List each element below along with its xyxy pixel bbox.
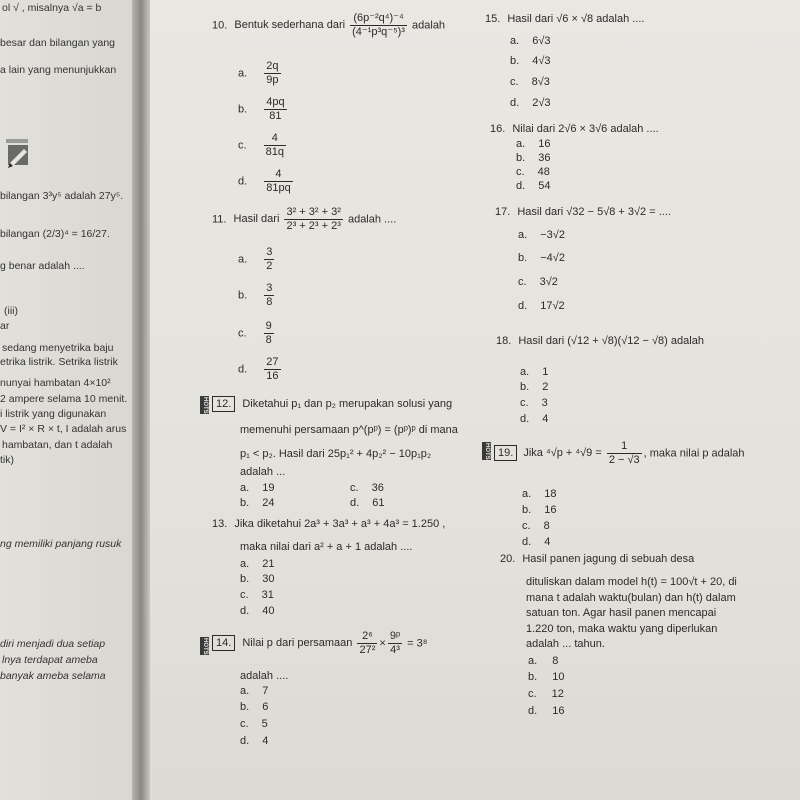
left-page-text-line: sedang menyetrika baju bbox=[2, 342, 114, 354]
hots-badge: HOTS bbox=[484, 442, 490, 460]
q11-option-a: a. $\frac{3}{2}$ bbox=[238, 246, 273, 272]
q16-option-a: a. 16 bbox=[516, 138, 551, 150]
question-10: 10. Bentuk sederhana dari $\frac{\text{(6p⁻²q⁴)⁻⁴}}{\text{(4⁻¹p³q⁻⁵)³}}$ adalah bbox=[212, 12, 446, 38]
question-16: 16. Nilai dari 2√6 × 3√6 adalah .... bbox=[490, 123, 659, 135]
left-page-text-line: ol √ , misalnya √a = b bbox=[2, 2, 102, 14]
book-gutter bbox=[132, 0, 150, 800]
q14-option-c: c. 5 bbox=[240, 718, 268, 730]
q13-option-c: c. 31 bbox=[240, 589, 274, 601]
q14-line2: adalah .... bbox=[240, 670, 289, 682]
left-page-text-line: g benar adalah .... bbox=[0, 260, 85, 272]
q12-line3: p₁ < p₂. Hasil dari 25p₁² + 4p₂² − 10p₁p₂ bbox=[240, 448, 432, 460]
q14-option-b: b. 6 bbox=[240, 701, 269, 713]
pencil-icon bbox=[2, 137, 32, 171]
q14-option-a: a. 7 bbox=[240, 685, 269, 697]
q16-option-c: c. 48 bbox=[516, 166, 550, 178]
hots-badge: HOTS bbox=[202, 396, 208, 414]
q17-option-b: b. −4√2 bbox=[518, 252, 565, 264]
q17-option-a: a. −3√2 bbox=[518, 229, 565, 241]
q10-expression: $\frac{\text{(6p⁻²q⁴)⁻⁴}}{\text{(4⁻¹p³q⁻⁵)³}}$ bbox=[352, 12, 405, 38]
q16-option-b: b. 36 bbox=[516, 152, 551, 164]
q19-option-c: c. 8 bbox=[522, 520, 550, 532]
q13-option-a: a. 21 bbox=[240, 558, 275, 570]
left-page-text-line: ng memiliki panjang rusuk bbox=[0, 538, 122, 550]
q11-option-d: d. $\frac{27}{16}$ bbox=[238, 356, 279, 382]
left-page-text-line: ar bbox=[0, 320, 10, 332]
q12-option-a: a. 19 bbox=[240, 482, 275, 494]
q10-option-c: c. $\frac{4}{81q}$ bbox=[238, 132, 284, 158]
q20-line: 1.220 ton, maka waktu yang diperlukan bbox=[526, 623, 718, 635]
q13-option-d: d. 40 bbox=[240, 605, 275, 617]
question-11: 11. Hasil dari $\frac{\text{3² + 3² + 3²}}{\text{2³ + 2³ + 2³}}$ adalah .... bbox=[212, 206, 397, 232]
q18-option-a: a. 1 bbox=[520, 366, 549, 378]
q20-line: mana t adalah waktu(bulan) dan h(t) dalam bbox=[526, 592, 736, 604]
q15-option-b: b. 4√3 bbox=[510, 55, 551, 67]
question-18: 18. Hasil dari (√12 + √8)(√12 − √8) adalah bbox=[496, 335, 704, 347]
left-page-text-line: banyak ameba selama bbox=[0, 670, 106, 682]
q14-fraction-2: $\frac{\text{9ᵖ}}{\text{4³}}$ bbox=[389, 630, 401, 656]
left-page-text-line: lnya terdapat ameba bbox=[2, 654, 98, 666]
q20-line: adalah ... tahun. bbox=[526, 638, 605, 650]
q19-option-b: b. 16 bbox=[522, 504, 557, 516]
q15-option-d: d. 2√3 bbox=[510, 97, 551, 109]
q15-option-a: a. 6√3 bbox=[510, 35, 551, 47]
left-page-text-line: besar dan bilangan yang bbox=[0, 37, 116, 49]
q20-line: satuan ton. Agar hasil panen mencapai bbox=[526, 607, 717, 619]
q20-option-b: b. 10 bbox=[528, 671, 565, 683]
q11-option-c: c. $\frac{9}{8}$ bbox=[238, 320, 272, 346]
question-19: 19. Jika ⁴√p + ⁴√9 = $\frac{1}{2 - √3}$ , maka nilai p adalah bbox=[494, 440, 745, 467]
q19-fraction: $\frac{1}{2 - √3}$ bbox=[608, 440, 640, 466]
left-page-text-line: V = I² × R × t, I adalah arus bbox=[0, 423, 127, 435]
left-page-text-line: tik) bbox=[0, 454, 14, 466]
left-page-text-line: hambatan, dan t adalah bbox=[2, 439, 113, 451]
left-page-text-line: etrika listrik. Setrika listrik bbox=[0, 356, 118, 368]
q12-line4: adalah ... bbox=[240, 466, 286, 478]
q12-option-b: b. 24 bbox=[240, 497, 275, 509]
left-page-text-line: bilangan (2/3)⁴ = 16/27. bbox=[0, 228, 110, 240]
question-17: 17. Hasil dari √32 − 5√8 + 3√2 = .... bbox=[495, 206, 671, 218]
left-page-text-line: diri menjadi dua setiap bbox=[0, 638, 106, 650]
q14-option-d: d. 4 bbox=[240, 735, 269, 747]
left-page-text-line: 2 ampere selama 10 menit. bbox=[0, 393, 128, 405]
q17-option-c: c. 3√2 bbox=[518, 276, 558, 288]
q19-option-d: d. 4 bbox=[522, 536, 551, 548]
q20-option-a: a. 8 bbox=[528, 655, 559, 667]
q18-option-b: b. 2 bbox=[520, 381, 549, 393]
hots-badge: HOTS bbox=[202, 637, 208, 655]
left-page-text-line: a lain yang menunjukkan bbox=[0, 64, 117, 76]
left-page bbox=[0, 0, 132, 800]
left-page-text-line: i listrik yang digunakan bbox=[0, 408, 107, 420]
q19-option-a: a. 18 bbox=[522, 488, 557, 500]
q13-option-b: b. 30 bbox=[240, 573, 275, 585]
question-13: 13. Jika diketahui 2a³ + 3a³ + a³ + 4a³ = 1.250 , bbox=[212, 518, 446, 530]
q12-option-d: d. 61 bbox=[350, 497, 385, 509]
q12-line2: memenuhi persamaan p^(pᵖ) = (pᵖ)ᵖ di mana bbox=[240, 424, 458, 436]
question-12: 12. Diketahui p₁ dan p₂ merupakan solusi yang bbox=[212, 396, 452, 412]
q11-expression: $\frac{\text{3² + 3² + 3²}}{\text{2³ + 2³ + 2³}}$ bbox=[286, 206, 341, 232]
q12-option-c: c. 36 bbox=[350, 482, 384, 494]
left-page-text-line: bilangan 3³y⁵ adalah 27y⁵. bbox=[0, 190, 124, 202]
q18-option-c: c. 3 bbox=[520, 397, 548, 409]
q10-option-d: d. $\frac{4}{81pq}$ bbox=[238, 168, 291, 194]
q16-option-d: d. 54 bbox=[516, 180, 551, 192]
q20-option-d: d. 16 bbox=[528, 705, 565, 717]
q13-line2: maka nilai dari a² + a + 1 adalah .... bbox=[240, 541, 413, 553]
left-page-text-line: (iii) bbox=[4, 305, 18, 317]
q10-option-b: b. $\frac{4pq}{81}$ bbox=[238, 96, 285, 122]
right-page bbox=[150, 0, 800, 800]
q17-option-d: d. 17√2 bbox=[518, 300, 565, 312]
question-20: 20. Hasil panen jagung di sebuah desa bbox=[500, 553, 695, 565]
q18-option-d: d. 4 bbox=[520, 413, 549, 425]
question-14: 14. Nilai p dari persamaan $\frac{\text{2⁶}}{\text{27²}}$ × $\frac{\text{9ᵖ}}{\text{4³}}$ = 3⁸ bbox=[212, 630, 427, 657]
q20-option-c: c. 12 bbox=[528, 688, 564, 700]
question-15: 15. Hasil dari √6 × √8 adalah .... bbox=[485, 13, 645, 25]
q14-fraction-1: $\frac{\text{2⁶}}{\text{27²}}$ bbox=[359, 630, 376, 656]
q10-option-a: a. $\frac{2q}{9p}$ bbox=[238, 60, 279, 86]
q15-option-c: c. 8√3 bbox=[510, 76, 550, 88]
q11-option-b: b. $\frac{3}{8}$ bbox=[238, 282, 273, 308]
q20-line: dituliskan dalam model h(t) = 100√t + 20, di bbox=[526, 576, 737, 588]
left-page-text-line: nunyai hambatan 4×10² bbox=[0, 377, 111, 389]
